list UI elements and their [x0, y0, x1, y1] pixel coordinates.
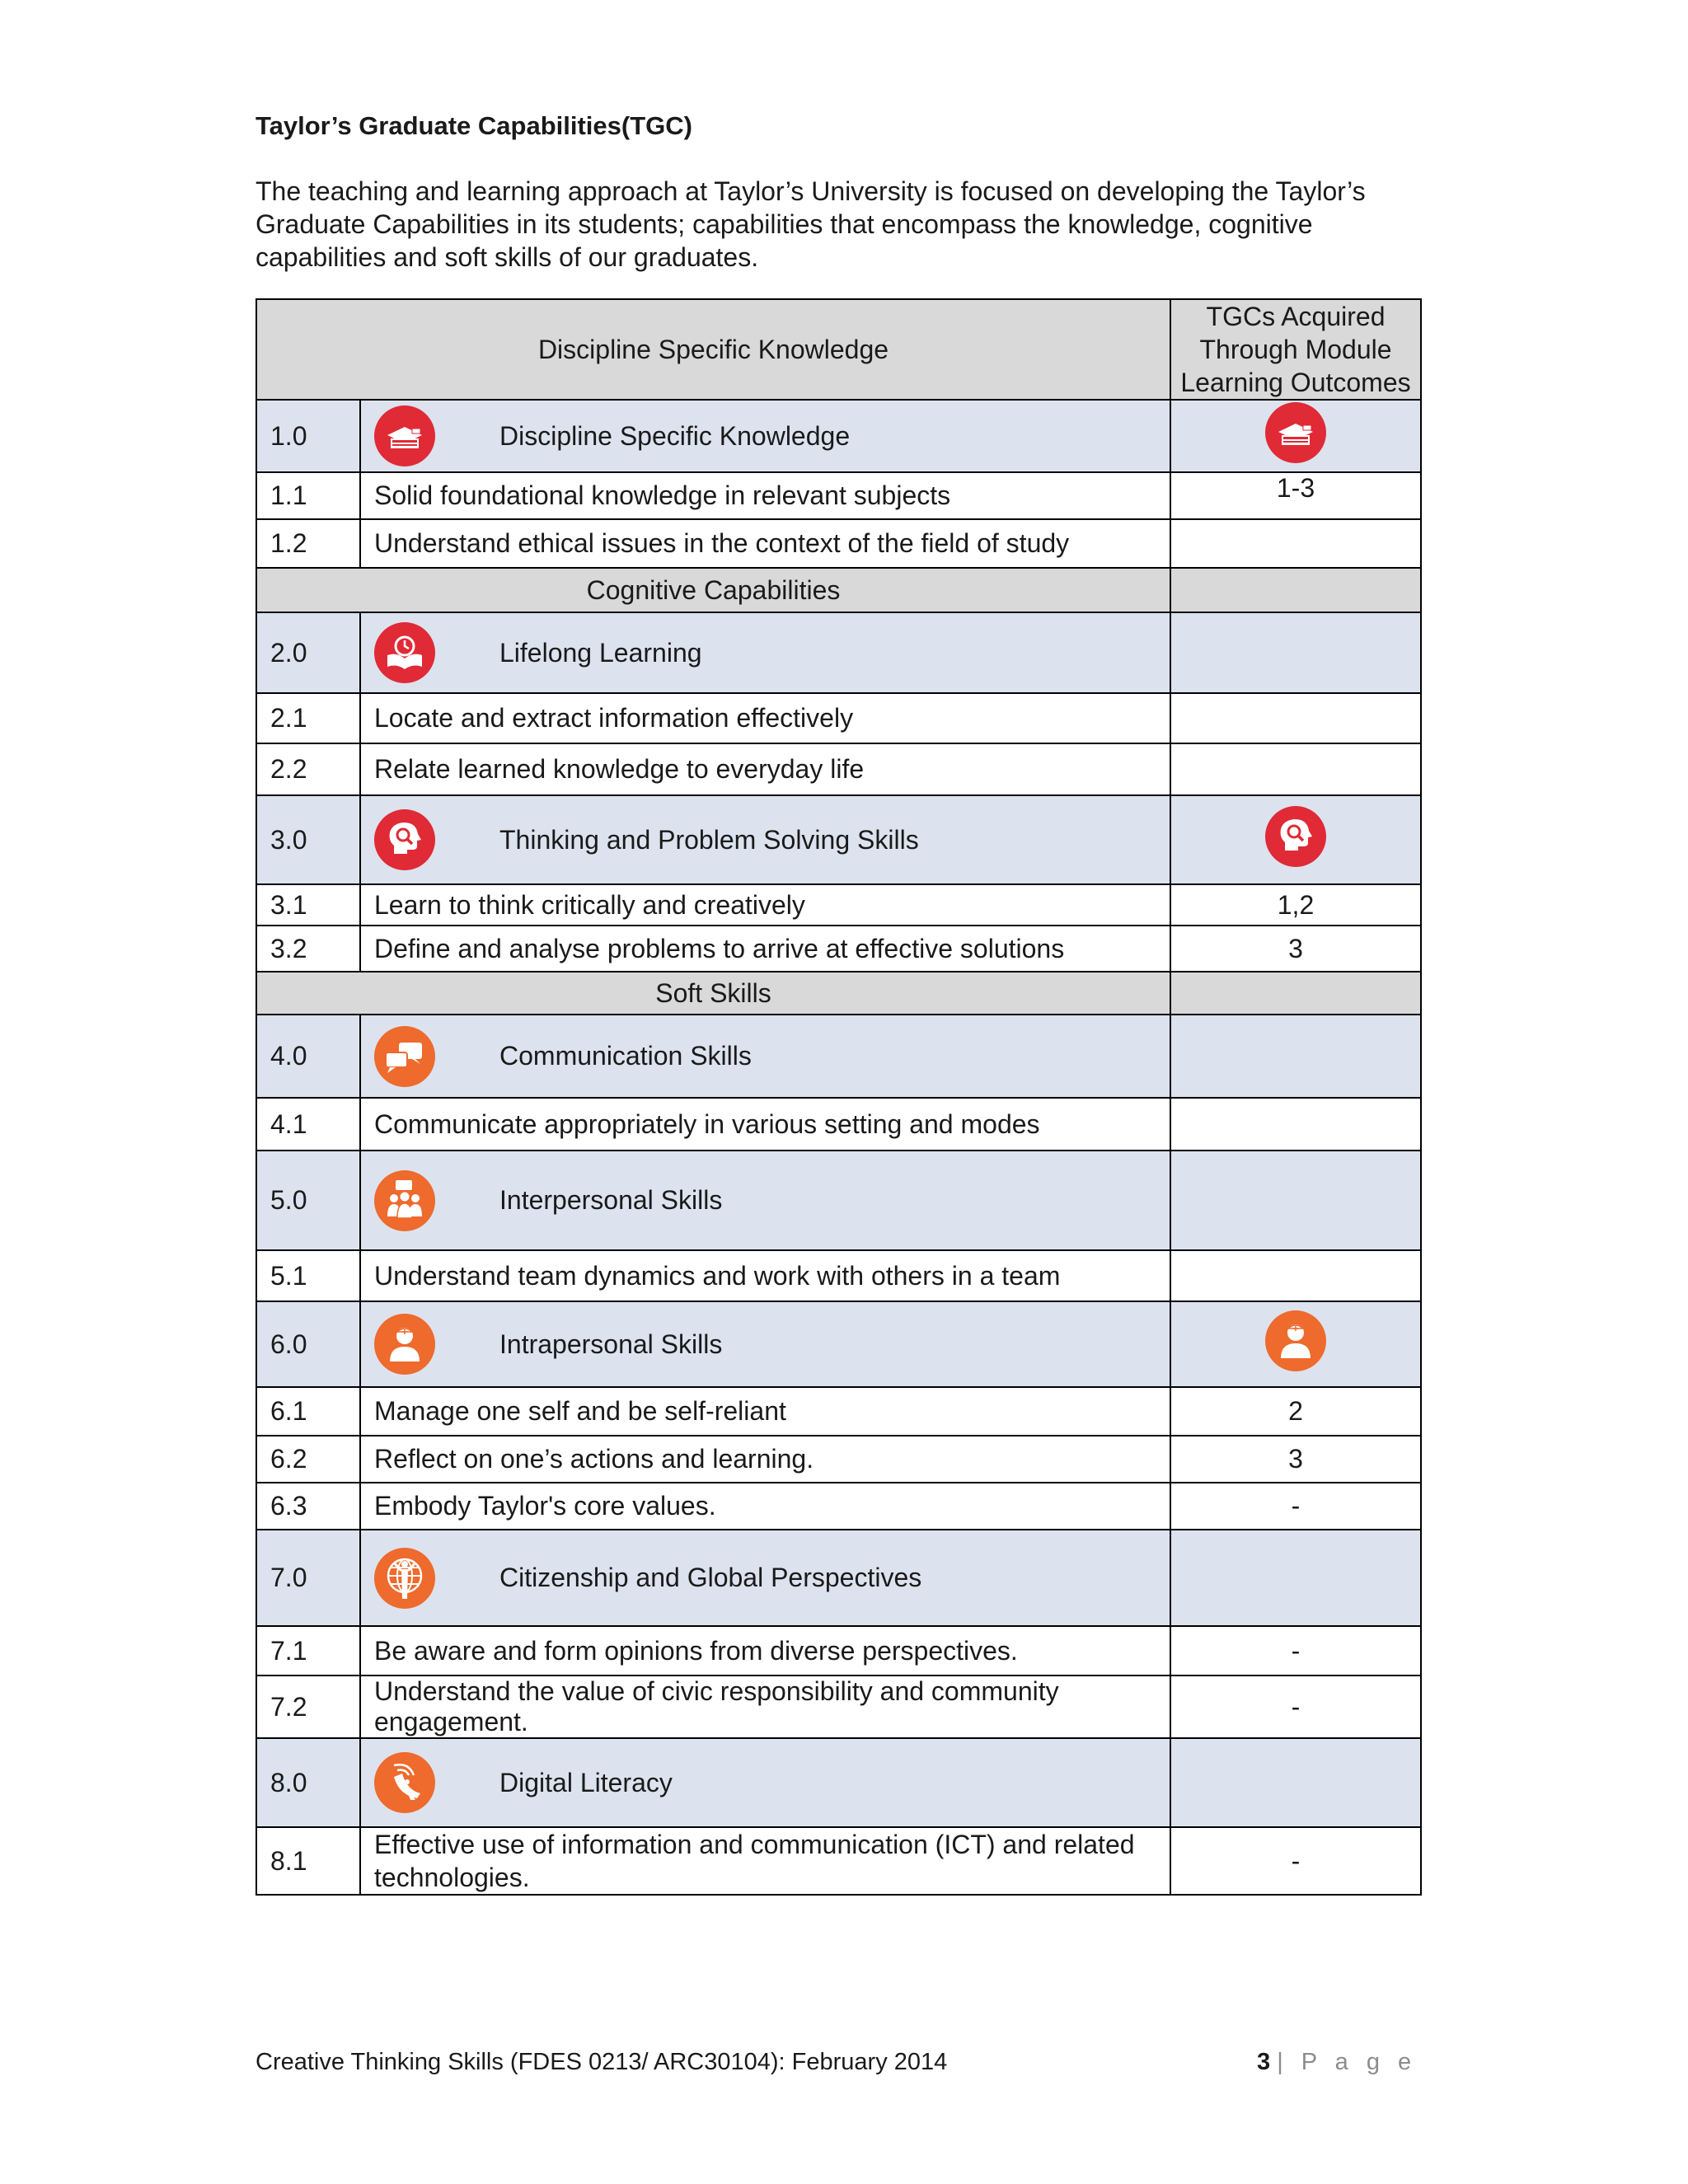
- capability-row-6-0: 6.0 Intrapersonal Skills: [256, 1301, 1421, 1387]
- tgc-table: [256, 298, 1422, 1896]
- table-row: 6.2 Reflect on one’s actions and learning. 3: [256, 1436, 1421, 1483]
- table-row: 4.1 Communicate appropriately in various setting and modes: [256, 1098, 1421, 1151]
- table-row: 5.1 Understand team dynamics and work with others in a team: [256, 1250, 1421, 1301]
- graduation-cap-book-icon: [374, 405, 435, 466]
- header-tgcs-acquired: TGCs Acquired Through Module Learning Outcomes: [1170, 299, 1421, 400]
- capability-row-3-0: 3.0 Thinking and Problem Solving Skills: [256, 795, 1421, 884]
- capability-row-7-0: 7.0 Citizenship and Global Perspectives: [256, 1530, 1421, 1626]
- capability-row-5-0: 5.0 Interpersonal Skills: [256, 1151, 1421, 1250]
- graduation-cap-book-icon: [1265, 402, 1326, 463]
- footer-course-info: Creative Thinking Skills (FDES 0213/ ARC30104): February 2014: [256, 2049, 948, 2075]
- satellite-dish-icon: [374, 1752, 435, 1813]
- group-people-icon: [374, 1170, 435, 1231]
- page-number: 3: [1257, 2049, 1271, 2075]
- table-row: 1.2 Understand ethical issues in the context of the field of study: [256, 519, 1421, 568]
- page-label: | P a g e: [1277, 2049, 1418, 2075]
- table-row: 7.2 Understand the value of civic responsibility and community engagement. -: [256, 1675, 1421, 1738]
- intro-paragraph: The teaching and learning approach at Taylor’s University is focused on developing the Taylor’s Graduate Capabilities in its students; capabilities that encompass the knowledge, cognitive capabilities and soft skills of our graduates.: [256, 176, 1366, 272]
- table-row: 7.1 Be aware and form opinions from diverse perspectives. -: [256, 1626, 1421, 1675]
- table-row: 3.2 Define and analyse problems to arrive at effective solutions 3: [256, 926, 1421, 972]
- footer-page-number: [1257, 2049, 1417, 2076]
- section-row-soft-skills: Soft Skills: [256, 972, 1421, 1015]
- head-magnifier-icon: [1265, 806, 1326, 867]
- table-row: 6.3 Embody Taylor's core values. -: [256, 1483, 1421, 1530]
- table-row: 8.1 Effective use of information and communication (ICT) and related technologies. -: [256, 1827, 1421, 1895]
- capability-row-4-0: 4.0 Communication Skills: [256, 1015, 1421, 1098]
- table-row: 1.1 Solid foundational knowledge in relevant subjects 1-3: [256, 472, 1421, 519]
- table-row: 2.2 Relate learned knowledge to everyday life: [256, 743, 1421, 795]
- header-discipline: Discipline Specific Knowledge: [256, 299, 1170, 400]
- head-magnifier-icon: [374, 809, 435, 870]
- table-row: 6.1 Manage one self and be self-reliant 2: [256, 1387, 1421, 1436]
- capability-row-8-0: 8.0 Digital Literacy: [256, 1738, 1421, 1827]
- person-icon: [374, 1314, 435, 1375]
- person-icon: [1265, 1310, 1326, 1371]
- section-row-cognitive: Cognitive Capabilities: [256, 568, 1421, 612]
- table-header-row: [256, 299, 1421, 400]
- table-row: 2.1 Locate and extract information effectively: [256, 693, 1421, 743]
- capability-row-2-0: 2.0 Lifelong Learning: [256, 612, 1421, 693]
- row-number: 1.0: [256, 400, 360, 472]
- speech-bubbles-icon: [374, 1026, 435, 1087]
- capability-label: Discipline Specific Knowledge: [499, 420, 851, 451]
- page-heading: Taylor’s Graduate Capabilities(TGC): [256, 111, 692, 140]
- clock-book-icon: [374, 622, 435, 683]
- table-row: 3.1 Learn to think critically and creatively 1,2: [256, 884, 1421, 926]
- globe-person-icon: [374, 1548, 435, 1609]
- capability-row-1-0: [256, 400, 1421, 472]
